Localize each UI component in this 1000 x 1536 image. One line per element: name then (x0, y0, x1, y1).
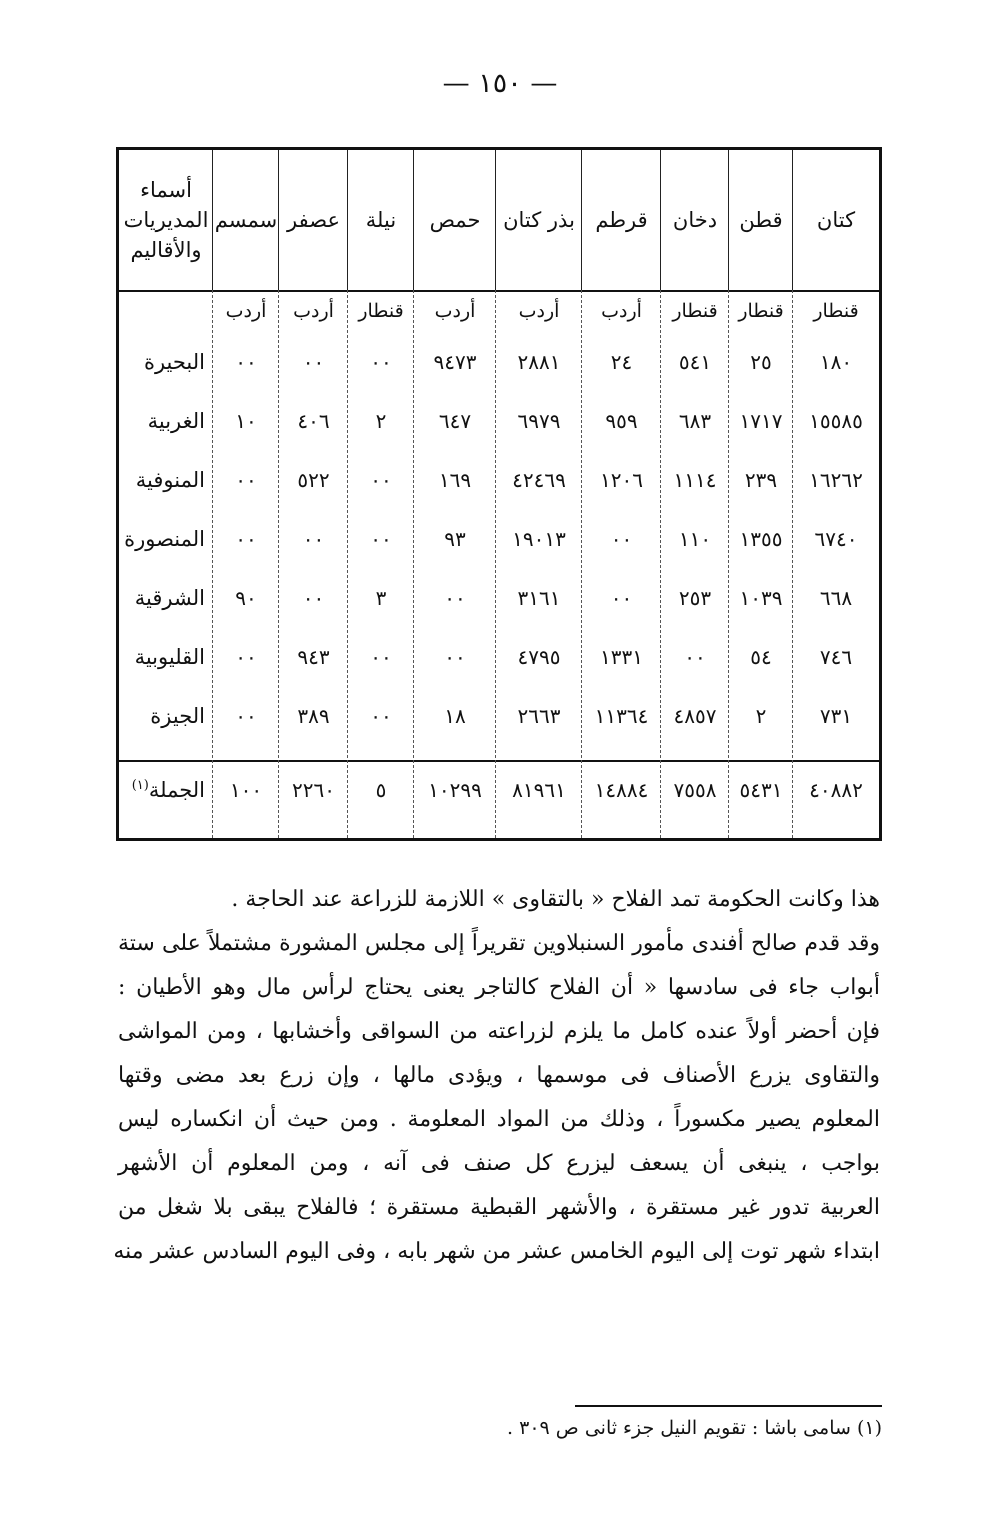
column-header: بذر كتان (503, 208, 575, 232)
table-cell: ٠٠ (302, 350, 325, 374)
total-cell: ١٠٠ (229, 778, 263, 802)
table-cell: ٤٠٦ (297, 409, 330, 433)
text-line: فإن أحضر أولاً عنده كامل ما يلزم لزراعته من السواقى وأخشابها ، ومن المواشى (118, 1019, 880, 1044)
table-cell: ٣١٦١ (517, 586, 561, 610)
table-cell: ٤٧٩٥ (517, 645, 561, 669)
table-cell: ٩٥٩ (605, 409, 638, 433)
table-cell: ١١٣٦٤ (594, 704, 649, 728)
column-header: قرطم (595, 208, 648, 232)
table-cell: ٩٤٣ (297, 645, 330, 669)
table-cell: ٢٣٩ (744, 468, 778, 492)
table-cell: ١٣٥٥ (739, 527, 783, 551)
column-header: حمص (429, 208, 481, 232)
region-name: الشرقية (134, 586, 205, 610)
table-cell: ٢٤ (610, 350, 633, 374)
total-label: الجملة$^{(١)}$ (131, 778, 205, 802)
header-separator (119, 290, 879, 292)
table-cell: ١٧١٧ (739, 409, 783, 433)
table-cell: ٥٤ (750, 645, 772, 669)
total-cell: ٥٤٣١ (739, 778, 783, 802)
body-text (113, 878, 881, 1378)
region-name: القليوبية (134, 645, 205, 669)
crop-statistics-table (116, 147, 882, 841)
column-header: سمسم (214, 208, 278, 232)
column-header: قطن (739, 208, 783, 232)
table-cell: ٠٠ (444, 586, 466, 610)
table-cell: ٣٨٩ (297, 704, 330, 728)
table-cell: ٠٠ (302, 586, 325, 610)
table-cell: ١٥٥٨٥ (809, 409, 863, 433)
table-cell: ٠٠ (444, 645, 466, 669)
table-cell: ٠٠ (370, 350, 392, 374)
table-cell: ١٨ (444, 704, 466, 728)
table-cell: ١٦٩ (438, 468, 472, 492)
footnote-separator (575, 1405, 882, 1407)
table-cell: ١٨٠ (819, 350, 853, 374)
table-cell: ١١١٤ (673, 468, 717, 492)
total-cell: ١٠٢٩٩ (428, 778, 482, 802)
table-cell: ٢٦٦٣ (517, 704, 561, 728)
total-cell: ٢٢٦٠ (292, 778, 335, 802)
text-line: أبواب جاء فى سادسها « أن الفلاح كالتاجر يعنى يحتاج لرأس مال وهو الأطيان : (118, 975, 880, 1000)
region-name: المنصورة (124, 527, 205, 551)
table-cell: ٦٦٨ (819, 586, 853, 610)
table-cell: ٠٠ (370, 527, 392, 551)
region-column-header: أسماء المديريات والأقاليم (123, 178, 209, 262)
unit-label: أردب (225, 300, 267, 322)
table-cell: ٠٠ (302, 527, 325, 551)
table-cell: ٦٧٤٠ (814, 527, 858, 551)
footnote-marker: (١) (131, 778, 149, 793)
total-cell: ٨١٩٦١ (512, 778, 566, 802)
table-cell: ١٠٣٩ (739, 586, 783, 610)
table-cell: ٢ (375, 409, 387, 433)
table-cell: ٠٠ (235, 704, 257, 728)
total-cell: ٥ (375, 778, 387, 802)
footnote: (١) سامى باشا : تقويم النيل جزء ثانى ص ٣٠٩ . (507, 1417, 882, 1439)
table-cell: ٧٣١ (819, 704, 853, 728)
text-line: وقد قدم صالح أفندى مأمور السنبلاوين تقريراً إلى مجلس المشورة مشتملاً على ستة (118, 931, 880, 956)
text-line: والتقاوى يزرع الأصناف فى موسمها ، ويؤدى مالها ، وإن زرع بعد مضى وقتها (118, 1063, 880, 1088)
table-cell: ٦٨٣ (678, 409, 712, 433)
table-cell: ٠٠ (235, 527, 257, 551)
column-header: دخان (672, 208, 718, 232)
region-name: الغربية (147, 409, 205, 433)
total-cell: ٧٥٥٨ (673, 778, 717, 802)
table-cell: ٦٩٧٩ (517, 409, 561, 433)
table-cell: ٠٠ (370, 704, 392, 728)
table-cell: ٠٠ (610, 586, 633, 610)
unit-label: قنطار (813, 300, 859, 322)
table-cell: ٧٤٦ (819, 645, 853, 669)
column-header: كتان (816, 208, 856, 232)
region-name: البحيرة (143, 350, 205, 374)
column-header: نيلة (365, 208, 397, 232)
table-cell: ٩٤٧٣ (433, 350, 477, 374)
table-cell: ٦٤٧ (438, 409, 472, 433)
table-cell: ٢٨٨١ (517, 350, 561, 374)
region-name: الجيزة (150, 704, 205, 728)
unit-label: أردب (518, 300, 560, 322)
table-cell: ٠٠ (235, 350, 257, 374)
page-number: — ١٥٠ — (442, 68, 558, 99)
table-cell: ٣ (375, 586, 387, 610)
unit-label: قنطار (738, 300, 784, 322)
table-cell: ٠٠ (370, 468, 392, 492)
unit-label: أردب (601, 300, 642, 322)
table-cell: ٥٤١ (678, 350, 712, 374)
text-line: المعلوم يصير مكسوراً ، وذلك من المواد المعلومة . ومن حيث أن انكساره ليس (118, 1107, 880, 1132)
column-header: عصفر (287, 208, 340, 232)
unit-label: أردب (434, 300, 476, 322)
table-cell: ١٣٣١ (600, 645, 643, 669)
table-cell: ٢٥٣ (678, 586, 712, 610)
table-cell: ٤٢٤٦٩ (512, 468, 566, 492)
table-cell: ١٦٢٦٢ (809, 468, 863, 492)
table-cell: ١٩٠١٣ (512, 527, 566, 551)
table-cell: ٥٢٢ (297, 468, 330, 492)
table-cell: ٠٠ (235, 645, 257, 669)
total-cell: ١٤٨٨٤ (594, 778, 649, 802)
table-cell: ٢٥ (750, 350, 772, 374)
table-cell: ٠٠ (684, 645, 706, 669)
total-separator (119, 760, 879, 762)
region-name: المنوفية (135, 468, 205, 492)
table-cell: ٩٣ (444, 527, 466, 551)
text-line: العربية تدور غير مستقرة ، والأشهر القبطية مستقرة ؛ فالفلاح يبقى بلا شغل من (118, 1195, 881, 1220)
table-cell: ١٠ (235, 409, 257, 433)
table-cell: ٠٠ (370, 645, 392, 669)
table-cell: ٢ (755, 704, 767, 728)
text-line: هذا وكانت الحكومة تمد الفلاح « بالتقاوى » اللازمة للزراعة عند الحاجة . (231, 887, 880, 912)
unit-label: أردب (293, 300, 334, 322)
text-line: ابتداء شهر توت إلى اليوم الخامس عشر من شهر بابه ، وفى اليوم السادس عشر منه (113, 1239, 880, 1264)
table-cell: ٠٠ (610, 527, 633, 551)
table-cell: ١٢٠٦ (600, 468, 643, 492)
unit-label: قنطار (672, 300, 718, 322)
table-cell: ١١٠ (678, 527, 712, 551)
table-cell: ٠٠ (235, 468, 257, 492)
total-cell: ٤٠٨٨٢ (809, 778, 863, 802)
unit-label: قنطار (358, 300, 404, 322)
table-cell: ٤٨٥٧ (673, 704, 717, 728)
text-line: بواجب ، ينبغى أن يسعف ليزرع كل صنف فى آنه ، ومن المعلوم أن الأشهر (118, 1151, 880, 1176)
table-cell: ٩٠ (235, 586, 257, 610)
